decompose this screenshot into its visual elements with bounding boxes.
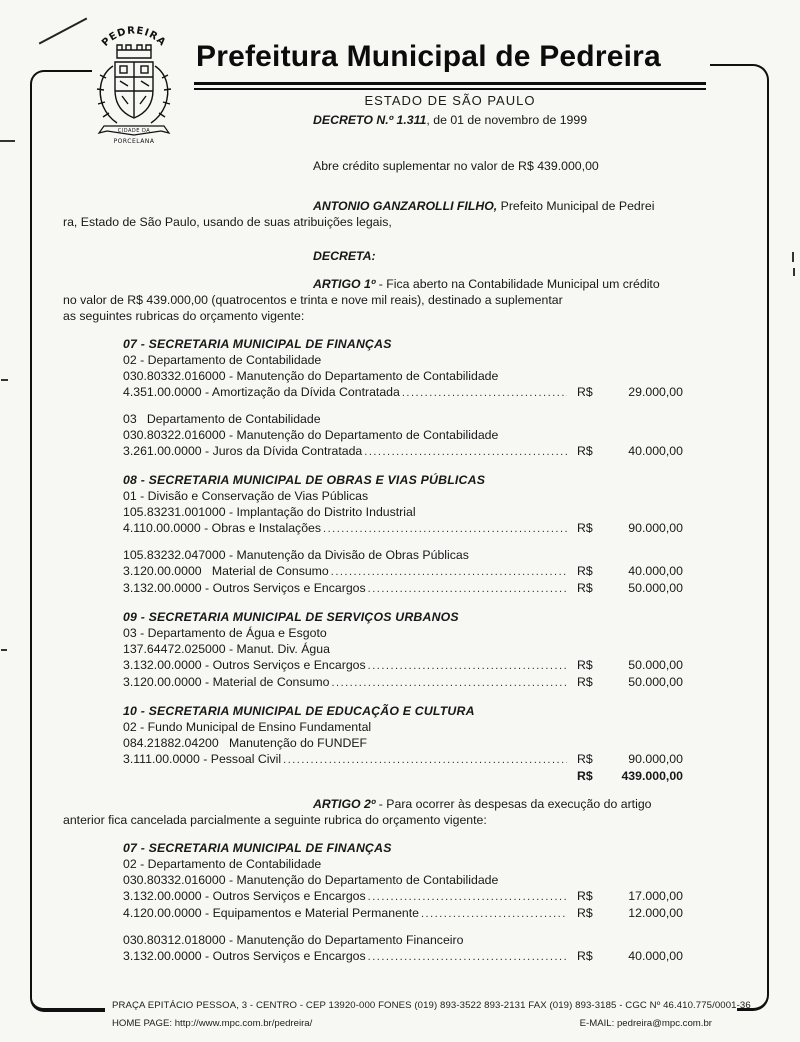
artigo-2-line2: anterior fica cancelada parcialmente a seguinte rubrica do orçamento vigente: <box>63 813 487 827</box>
budget-group <box>123 625 683 691</box>
artigo-1-text: - Fica aberto na Contabilidade Municipal um crédito <box>375 277 660 291</box>
budget-line-text: 084.21882.04200 Manutenção do FUNDEF <box>123 736 368 750</box>
budget-line-text: 01 - Divisão e Conservação de Vias Públicas <box>123 489 369 503</box>
budget-line <box>123 888 683 905</box>
decree-summary: Abre crédito suplementar no valor de R$ 439.000,00 <box>313 159 599 173</box>
budget-line-text: 3.261.00.0000 - Juros da Dívida Contratada <box>123 444 363 458</box>
footer-address: PRAÇA EPITÁCIO PESSOA, 3 - CENTRO - CEP 13920-000 FONES (019) 893-3522 893-2131 FAX (019) 893-3185 - CGC Nº 46.410.775/0001-36 <box>112 1000 751 1011</box>
budget-section <box>123 472 683 597</box>
budget-line <box>123 719 683 735</box>
budget-line <box>123 948 683 965</box>
amount-value: 50.000,00 <box>628 581 683 595</box>
budget-line <box>123 872 683 888</box>
currency-label: R$ <box>577 564 593 578</box>
budget-line-text: 02 - Fundo Municipal de Ensino Fundamental <box>123 720 372 734</box>
footer-homepage: HOME PAGE: http://www.mpc.com.br/pedreira/ <box>112 1018 313 1029</box>
artigo-2-text: - Para ocorrer às despesas da execução do artigo <box>375 797 652 811</box>
budget-line <box>123 751 683 768</box>
budget-line <box>123 488 683 504</box>
budget-line <box>123 905 683 922</box>
budget-line <box>123 563 683 580</box>
scan-artifact <box>0 140 15 142</box>
budget-group <box>123 352 683 401</box>
decree-number: DECRETO N.º 1.311 <box>313 113 427 127</box>
artigo-1-label: ARTIGO 1º <box>313 277 376 291</box>
budget-line <box>123 657 683 674</box>
dot-leader <box>402 384 567 401</box>
amount-value: 12.000,00 <box>628 906 683 920</box>
currency-label: R$ <box>577 581 593 595</box>
budget-line <box>123 856 683 872</box>
dot-leader <box>331 563 567 580</box>
budget-line <box>123 384 683 401</box>
budget-line-text: 030.80332.016000 - Manutenção do Departamento de Contabilidade <box>123 873 499 887</box>
budget-section <box>123 703 683 784</box>
budget-line-text: 4.351.00.0000 - Amortização da Dívida Contratada <box>123 385 400 399</box>
artigo-2-budget-sections <box>63 840 683 965</box>
dot-leader <box>368 580 567 597</box>
dot-leader <box>323 520 567 537</box>
budget-line <box>123 504 683 520</box>
budget-line-text: 030.80332.016000 - Manutenção do Departamento de Contabilidade <box>123 369 499 383</box>
budget-line <box>123 547 683 563</box>
budget-section-title: 07 - SECRETARIA MUNICIPAL DE FINANÇAS <box>123 841 392 855</box>
amount-value: 17.000,00 <box>628 889 683 903</box>
dot-leader <box>368 657 567 674</box>
budget-line-text: 3.120.00.0000 Material de Consumo <box>123 564 329 578</box>
scan-artifact <box>793 268 795 276</box>
amount-value: 40.000,00 <box>628 564 683 578</box>
artigo-2-label: ARTIGO 2º <box>313 797 376 811</box>
currency-label: R$ <box>577 752 593 766</box>
budget-group <box>123 856 683 922</box>
budget-line-text: 03 Departamento de Contabilidade <box>123 412 321 426</box>
budget-line <box>123 641 683 657</box>
amount-value: 90.000,00 <box>628 521 683 535</box>
page-border-right-top <box>710 64 769 566</box>
currency-label: R$ <box>577 769 593 783</box>
decree-body <box>63 112 683 965</box>
scan-artifact <box>1 379 8 381</box>
budget-group <box>123 719 683 784</box>
artigo-2-paragraph <box>63 796 683 828</box>
budget-section <box>123 336 683 460</box>
page-title: Prefeitura Municipal de Pedreira <box>196 40 661 73</box>
budget-section-title: 08 - SECRETARIA MUNICIPAL DE OBRAS E VIAS PÚBLICAS <box>123 473 486 487</box>
decree-number-line <box>313 112 683 128</box>
budget-line-text: 3.120.00.0000 - Material de Consumo <box>123 675 330 689</box>
amount-value: 90.000,00 <box>628 752 683 766</box>
budget-section <box>123 840 683 965</box>
budget-line-text: 3.111.00.0000 - Pessoal Civil <box>123 752 282 766</box>
artigo-1-paragraph <box>63 276 683 324</box>
currency-label: R$ <box>577 521 593 535</box>
budget-line-text: 3.132.00.0000 - Outros Serviços e Encargos <box>123 658 366 672</box>
budget-line-text: 3.132.00.0000 - Outros Serviços e Encargos <box>123 581 366 595</box>
currency-label: R$ <box>577 675 593 689</box>
total-amount: 439.000,00 <box>621 769 683 783</box>
currency-label: R$ <box>577 658 593 672</box>
budget-line-text: 105.83232.047000 - Manutenção da Divisão de Obras Públicas <box>123 548 469 562</box>
budget-section <box>123 609 683 691</box>
dot-leader <box>283 751 567 768</box>
artigo-1-budget-sections <box>63 336 683 784</box>
currency-label: R$ <box>577 444 593 458</box>
amount-value: 50.000,00 <box>628 675 683 689</box>
budget-line <box>123 768 683 784</box>
budget-line <box>123 735 683 751</box>
budget-line-text: 02 - Departamento de Contabilidade <box>123 857 322 871</box>
dot-leader <box>421 905 567 922</box>
currency-label: R$ <box>577 906 593 920</box>
budget-group <box>123 547 683 597</box>
budget-line-text: 030.80312.018000 - Manutenção do Departamento Financeiro <box>123 933 464 947</box>
budget-line-text: 137.64472.025000 - Manut. Div. Água <box>123 642 330 656</box>
budget-line-text: 03 - Departamento de Água e Esgoto <box>123 626 327 640</box>
svg-text:PORCELANA: PORCELANA <box>113 138 155 145</box>
budget-section-title: 07 - SECRETARIA MUNICIPAL DE FINANÇAS <box>123 337 392 351</box>
budget-line <box>123 625 683 641</box>
budget-line <box>123 352 683 368</box>
scan-artifact <box>792 252 794 262</box>
budget-line-text: 030.80322.016000 - Manutenção do Departamento de Contabilidade <box>123 428 499 442</box>
dot-leader <box>368 948 567 965</box>
amount-value: 29.000,00 <box>628 385 683 399</box>
footer-contacts <box>112 1018 712 1029</box>
budget-line-text: 3.132.00.0000 - Outros Serviços e Encargos <box>123 949 366 963</box>
dot-leader <box>368 888 567 905</box>
mayor-name: ANTONIO GANZAROLLI FILHO, <box>313 199 498 213</box>
title-underline <box>194 82 706 90</box>
budget-line <box>123 520 683 537</box>
state-subtitle: ESTADO DE SÃO PAULO <box>364 93 536 108</box>
amount-value: 50.000,00 <box>628 658 683 672</box>
amount-value: 40.000,00 <box>628 949 683 963</box>
amount-value: 40.000,00 <box>628 444 683 458</box>
budget-line <box>123 580 683 597</box>
budget-line-text: 3.132.00.0000 - Outros Serviços e Encargos <box>123 889 366 903</box>
scan-artifact <box>1 649 7 651</box>
pen-mark <box>39 17 88 44</box>
svg-text:CIDADE DA: CIDADE DA <box>117 128 151 134</box>
budget-group <box>123 488 683 537</box>
artigo-1-line2: no valor de R$ 439.000,00 (quatrocentos e trinta e nove mil reais), destinado a suplementar <box>63 293 563 307</box>
page-border-right-bottom <box>737 564 769 1011</box>
budget-line <box>123 932 683 948</box>
budget-section-title: 09 - SECRETARIA MUNICIPAL DE SERVIÇOS URBANOS <box>123 610 459 624</box>
budget-line-text: 4.110.00.0000 - Obras e Instalações <box>123 521 322 535</box>
budget-line-text: 02 - Departamento de Contabilidade <box>123 353 322 367</box>
svg-text:PEDREIRA: PEDREIRA <box>100 25 168 49</box>
currency-label: R$ <box>577 949 593 963</box>
currency-label: R$ <box>577 889 593 903</box>
budget-line <box>123 674 683 691</box>
budget-line <box>123 443 683 460</box>
budget-line <box>123 427 683 443</box>
budget-line <box>123 411 683 427</box>
preamble-text: Prefeito Municipal de Pedrei <box>497 199 655 213</box>
budget-group <box>123 411 683 460</box>
budget-section-title: 10 - SECRETARIA MUNICIPAL DE EDUCAÇÃO E CULTURA <box>123 704 475 718</box>
preamble-line2: ra, Estado de São Paulo, usando de suas atribuições legais, <box>63 215 392 229</box>
budget-line-text: 105.83231.001000 - Implantação do Distrito Industrial <box>123 505 416 519</box>
currency-label: R$ <box>577 385 593 399</box>
budget-group <box>123 932 683 965</box>
budget-line-text: 4.120.00.0000 - Equipamentos e Material Permanente <box>123 906 419 920</box>
decreta-heading: DECRETA: <box>313 249 376 263</box>
budget-line <box>123 368 683 384</box>
decree-preamble <box>63 198 683 230</box>
dot-leader <box>331 674 567 691</box>
artigo-1-line3: as seguintes rubricas do orçamento vigente: <box>63 309 305 323</box>
decree-date: , de 01 de novembro de 1999 <box>426 113 588 127</box>
dot-leader <box>364 443 567 460</box>
footer-email: E-MAIL: pedreira@mpc.com.br <box>579 1018 712 1029</box>
